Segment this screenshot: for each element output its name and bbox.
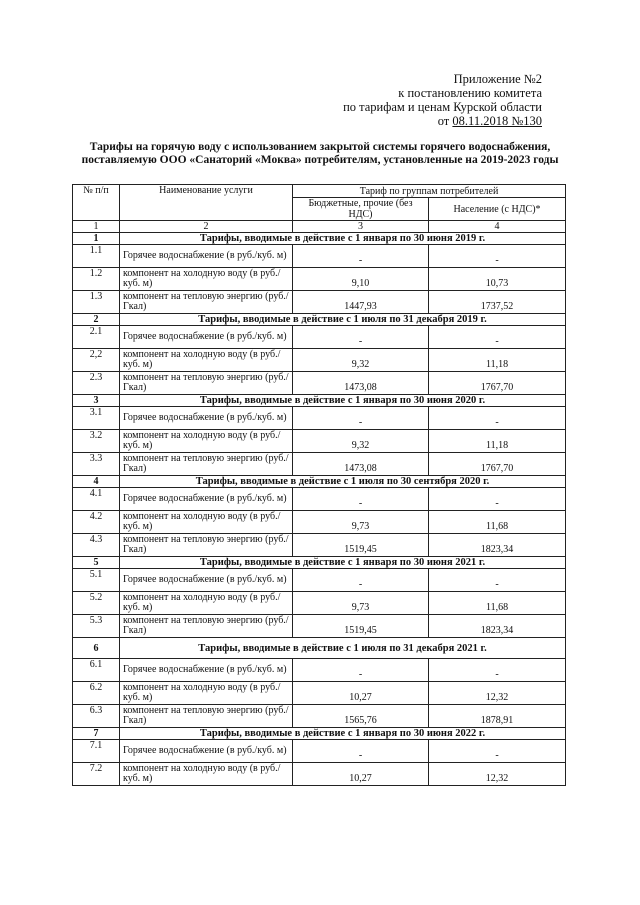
service-name: компонент на тепловую энергию (руб./Гкал) (120, 453, 293, 476)
budget-value: 1519,45 (293, 615, 429, 638)
row-number: 4.3 (73, 534, 120, 557)
appendix-date: 08.11.2018 №130 (452, 114, 542, 128)
document-title: Тарифы на горячую воду с использованием закрытой системы горячего водоснабжения, поставляемую ООО «Санаторий «Моква» потребителям, установленные на 2019-2023 годы (81, 141, 559, 166)
budget-value: 9,73 (293, 592, 429, 615)
section-title: Тарифы, вводимые в действие с 1 июля по 31 декабря 2019 г. (120, 314, 566, 326)
population-value: - (429, 740, 566, 763)
row-number: 2,2 (73, 349, 120, 372)
table-row (73, 569, 566, 592)
section-title: Тарифы, вводимые в действие с 1 января по 30 июня 2022 г. (120, 728, 566, 740)
population-value: 1878,91 (429, 705, 566, 728)
budget-value: - (293, 245, 429, 268)
budget-value: - (293, 740, 429, 763)
row-number: 3.2 (73, 430, 120, 453)
budget-value: 1473,08 (293, 453, 429, 476)
table-row (73, 372, 566, 395)
service-name: компонент на тепловую энергию (руб./Гкал) (120, 372, 293, 395)
table-row (73, 453, 566, 476)
section-header-row (73, 557, 566, 569)
population-value: 1737,52 (429, 291, 566, 314)
row-number: 5.3 (73, 615, 120, 638)
row-number: 6.1 (73, 659, 120, 682)
row-number: 5.2 (73, 592, 120, 615)
budget-value: - (293, 488, 429, 511)
service-name: Горячее водоснабжение (в руб./куб. м) (120, 245, 293, 268)
section-header-row (73, 395, 566, 407)
row-number: 7.2 (73, 763, 120, 786)
table-row (73, 659, 566, 682)
section-header-row (73, 476, 566, 488)
service-name: Горячее водоснабжение (в руб./куб. м) (120, 569, 293, 592)
table-row (73, 763, 566, 786)
section-header-row (73, 314, 566, 326)
section-number: 5 (73, 557, 120, 569)
table-row (73, 245, 566, 268)
service-name: компонент на холодную воду (в руб./куб. м) (120, 430, 293, 453)
section-title: Тарифы, вводимые в действие с 1 июля по 30 сентября 2020 г. (120, 476, 566, 488)
service-name: компонент на холодную воду (в руб./куб. м) (120, 682, 293, 705)
appendix-line-2: к постановлению комитета (398, 86, 542, 100)
budget-value: - (293, 326, 429, 349)
budget-value: - (293, 659, 429, 682)
population-value: 1767,70 (429, 372, 566, 395)
population-value: 1823,34 (429, 534, 566, 557)
row-number: 2.3 (73, 372, 120, 395)
table-row (73, 511, 566, 534)
section-number: 3 (73, 395, 120, 407)
table-row (73, 291, 566, 314)
section-number: 4 (73, 476, 120, 488)
section-header-row (73, 638, 566, 659)
budget-value: 1519,45 (293, 534, 429, 557)
appendix-line-4 (343, 114, 542, 128)
row-number: 2.1 (73, 326, 120, 349)
table-row (73, 268, 566, 291)
budget-value: 9,73 (293, 511, 429, 534)
table-row (73, 682, 566, 705)
budget-value: 1447,93 (293, 291, 429, 314)
row-number: 1.1 (73, 245, 120, 268)
service-name: компонент на холодную воду (в руб./куб. м) (120, 268, 293, 291)
appendix-block (343, 72, 542, 128)
population-value: - (429, 245, 566, 268)
population-value: - (429, 659, 566, 682)
budget-value: 1565,76 (293, 705, 429, 728)
service-name: компонент на тепловую энергию (руб./Гкал) (120, 705, 293, 728)
population-value: 11,18 (429, 349, 566, 372)
tariff-table-body (73, 233, 566, 786)
appendix-line-3: по тарифам и ценам Курской области (343, 100, 542, 114)
service-name: компонент на тепловую энергию (руб./Гкал) (120, 615, 293, 638)
appendix-line-1: Приложение №2 (453, 72, 542, 86)
table-row (73, 615, 566, 638)
budget-value: 9,32 (293, 430, 429, 453)
population-value: 1767,70 (429, 453, 566, 476)
budget-value: 10,27 (293, 682, 429, 705)
service-name: компонент на холодную воду (в руб./куб. м) (120, 763, 293, 786)
col-number-3: 3 (293, 221, 429, 233)
appendix-date-prefix: от (437, 114, 453, 128)
population-value: 12,32 (429, 763, 566, 786)
service-name: компонент на холодную воду (в руб./куб. м) (120, 511, 293, 534)
budget-value: 9,10 (293, 268, 429, 291)
header-num: № п/п (73, 185, 120, 221)
row-number: 1.3 (73, 291, 120, 314)
service-name: Горячее водоснабжение (в руб./куб. м) (120, 488, 293, 511)
col-number-1: 1 (73, 221, 120, 233)
section-number: 6 (73, 638, 120, 659)
tariff-table (72, 184, 566, 786)
table-row (73, 326, 566, 349)
service-name: компонент на холодную воду (в руб./куб. м) (120, 592, 293, 615)
population-value: - (429, 326, 566, 349)
header-budget: Бюджетные, прочие (без НДС) (293, 198, 429, 221)
section-number: 1 (73, 233, 120, 245)
section-title: Тарифы, вводимые в действие с 1 июля по 31 декабря 2021 г. (120, 638, 566, 659)
row-number: 6.3 (73, 705, 120, 728)
section-header-row (73, 728, 566, 740)
budget-value: 10,27 (293, 763, 429, 786)
col-number-2: 2 (120, 221, 293, 233)
population-value: 10,73 (429, 268, 566, 291)
service-name: Горячее водоснабжение (в руб./куб. м) (120, 326, 293, 349)
section-title: Тарифы, вводимые в действие с 1 января по 30 июня 2019 г. (120, 233, 566, 245)
population-value: 1823,34 (429, 615, 566, 638)
col-number-4: 4 (429, 221, 566, 233)
population-value: 11,18 (429, 430, 566, 453)
section-header-row (73, 233, 566, 245)
population-value: - (429, 569, 566, 592)
row-number: 1.2 (73, 268, 120, 291)
section-title: Тарифы, вводимые в действие с 1 января по 30 июня 2020 г. (120, 395, 566, 407)
budget-value: - (293, 569, 429, 592)
table-row (73, 488, 566, 511)
table-row (73, 349, 566, 372)
service-name: Горячее водоснабжение (в руб./куб. м) (120, 407, 293, 430)
row-number: 3.1 (73, 407, 120, 430)
budget-value: 9,32 (293, 349, 429, 372)
table-row (73, 407, 566, 430)
population-value: - (429, 488, 566, 511)
row-number: 3.3 (73, 453, 120, 476)
header-population: Население (с НДС)* (429, 198, 566, 221)
service-name: Горячее водоснабжение (в руб./куб. м) (120, 740, 293, 763)
table-row (73, 534, 566, 557)
header-tariff-group: Тариф по группам потребителей (293, 185, 566, 198)
population-value: 11,68 (429, 511, 566, 534)
header-service: Наименование услуги (120, 185, 293, 221)
section-number: 2 (73, 314, 120, 326)
table-row (73, 592, 566, 615)
row-number: 4.2 (73, 511, 120, 534)
row-number: 5.1 (73, 569, 120, 592)
population-value: - (429, 407, 566, 430)
section-number: 7 (73, 728, 120, 740)
budget-value: 1473,08 (293, 372, 429, 395)
service-name: компонент на тепловую энергию (руб./Гкал) (120, 291, 293, 314)
service-name: компонент на тепловую энергию (руб./Гкал) (120, 534, 293, 557)
section-title: Тарифы, вводимые в действие с 1 января по 30 июня 2021 г. (120, 557, 566, 569)
service-name: Горячее водоснабжение (в руб./куб. м) (120, 659, 293, 682)
row-number: 7.1 (73, 740, 120, 763)
table-row (73, 705, 566, 728)
row-number: 4.1 (73, 488, 120, 511)
population-value: 11,68 (429, 592, 566, 615)
population-value: 12,32 (429, 682, 566, 705)
budget-value: - (293, 407, 429, 430)
table-row (73, 430, 566, 453)
service-name: компонент на холодную воду (в руб./куб. м) (120, 349, 293, 372)
table-row (73, 740, 566, 763)
row-number: 6.2 (73, 682, 120, 705)
